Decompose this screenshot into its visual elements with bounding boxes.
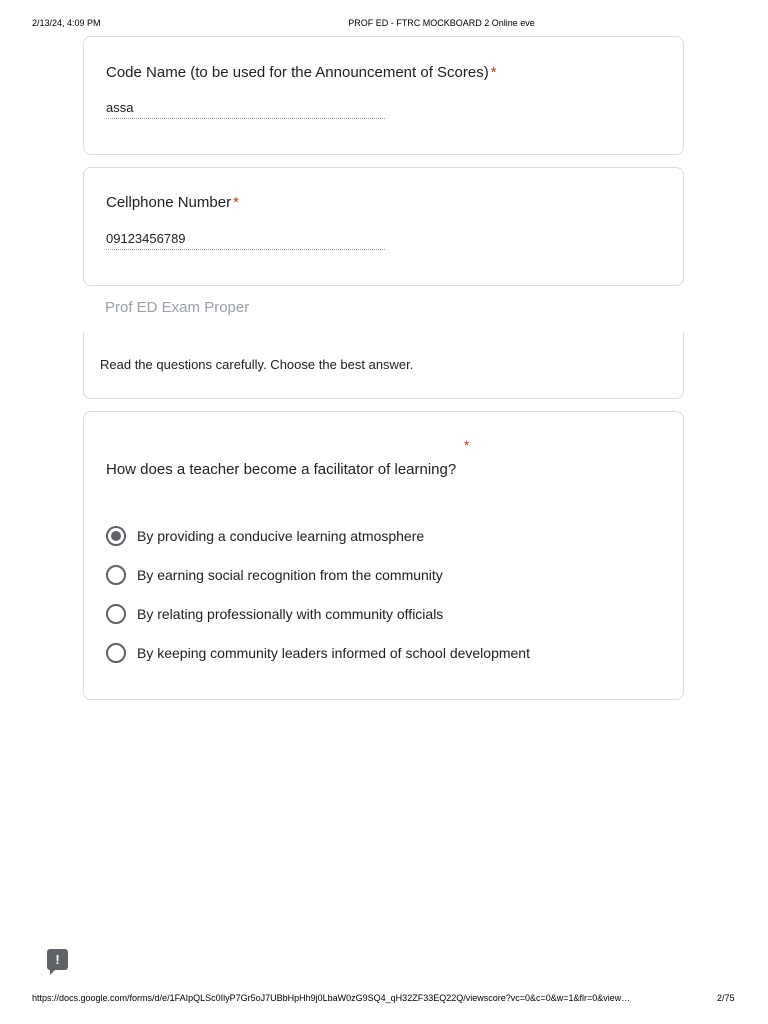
feedback-glyph: !: [55, 952, 60, 967]
option-4[interactable]: [106, 633, 530, 672]
print-header: [0, 18, 768, 32]
code-name-answer[interactable]: assa: [106, 100, 385, 119]
page-number: 2/75: [717, 993, 735, 1003]
option-3[interactable]: [106, 594, 530, 633]
question-card-mcq: [83, 411, 684, 700]
document-title: PROF ED - FTRC MOCKBOARD 2 Online eve: [348, 18, 535, 28]
option-label: By relating professionally with community officials: [137, 605, 444, 622]
required-asterisk: *: [233, 194, 239, 211]
option-label: By keeping community leaders informed of school development: [137, 644, 530, 661]
radio-button-selected[interactable]: [106, 526, 126, 546]
print-datetime: 2/13/24, 4:09 PM: [32, 18, 101, 28]
section-title: Prof ED Exam Proper: [105, 299, 250, 316]
question-title: [106, 64, 497, 81]
option-2[interactable]: [106, 555, 530, 594]
option-label: By earning social recognition from the community: [137, 566, 443, 583]
question-title: How does a teacher become a facilitator of learning?: [106, 461, 457, 478]
radio-dot: [111, 531, 121, 541]
section-description: Read the questions carefully. Choose the best answer.: [100, 357, 414, 372]
question-title-text: Cellphone Number: [106, 194, 232, 211]
question-title-text: Code Name (to be used for the Announcement of Scores): [106, 64, 489, 81]
feedback-icon[interactable]: [47, 949, 68, 970]
radio-button[interactable]: [106, 643, 126, 663]
cellphone-answer[interactable]: 09123456789: [106, 231, 385, 250]
question-card-cellphone: [83, 167, 684, 286]
question-card-code-name: [83, 36, 684, 155]
radio-button[interactable]: [106, 565, 126, 585]
option-label: By providing a conducive learning atmosphere: [137, 527, 425, 544]
section-description-card: [83, 332, 684, 399]
required-asterisk: *: [464, 437, 470, 453]
options-list: [106, 516, 530, 672]
radio-button[interactable]: [106, 604, 126, 624]
option-1[interactable]: [106, 516, 530, 555]
required-asterisk: *: [490, 64, 497, 81]
question-title: [106, 194, 239, 211]
page-url: https://docs.google.com/forms/d/e/1FAIpQLSc0IlyP7Gr5oJ7UBbHpHh9j0LbaW0zG9SQ4_qH32ZF33EQ22Q/viewscore?vc=0&c=0&w=1&flr=0&view…: [32, 993, 631, 1003]
